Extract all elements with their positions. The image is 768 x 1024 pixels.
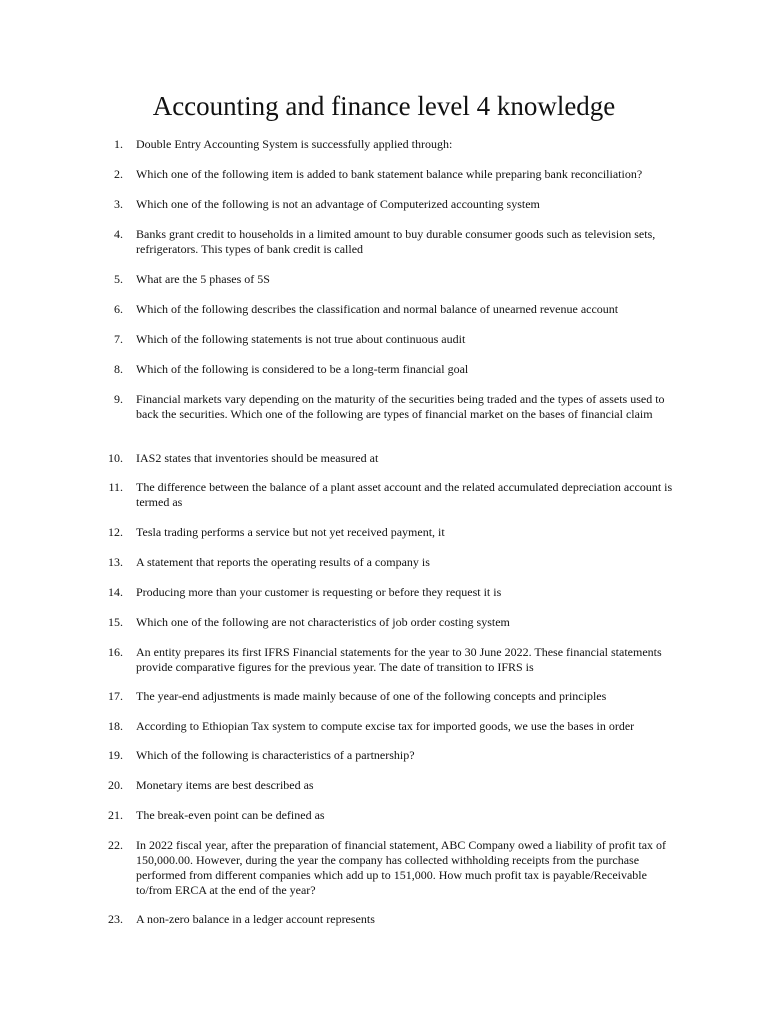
question-number: 2. <box>114 167 123 181</box>
question-text: An entity prepares its first IFRS Financial statements for the year to 30 June 2022. These financial statements provide comparative figures for the previous year. The date of transition to IFRS is <box>136 645 662 674</box>
question-number: 8. <box>114 362 123 376</box>
question-text: Which one of the following is not an advantage of Computerized accounting system <box>136 197 540 211</box>
question-text: Financial markets vary depending on the maturity of the securities being traded and the types of assets used to back the securities. Which one of the following are types of financial market on the bases of financial claim <box>136 392 665 421</box>
question-number: 21. <box>108 808 123 822</box>
question-text: The break-even point can be defined as <box>136 808 325 822</box>
question-text: Monetary items are best described as <box>136 778 314 792</box>
question-text: Banks grant credit to households in a limited amount to buy durable consumer goods such as television sets, refrigerators. This types of bank credit is called <box>136 227 656 256</box>
question-number: 19. <box>108 748 123 762</box>
question-text: Which one of the following item is added to bank statement balance while preparing bank reconciliation? <box>136 167 643 181</box>
document-title: Accounting and finance level 4 knowledge <box>152 91 616 121</box>
question-number: 20. <box>108 778 123 792</box>
question-text: Tesla trading performs a service but not yet received payment, it <box>136 525 445 539</box>
question-number: 17. <box>108 689 123 703</box>
question-number: 1. <box>114 137 123 151</box>
question-number: 23. <box>108 912 123 926</box>
question-text: The difference between the balance of a plant asset account and the related accumulated depreciation account is termed as <box>136 480 673 509</box>
question-number: 3. <box>114 197 123 211</box>
question-text: Which of the following describes the classification and normal balance of unearned revenue account <box>136 302 619 316</box>
question-number: 7. <box>114 332 123 346</box>
question-text: Which of the following is characteristics of a partnership? <box>136 748 415 762</box>
question-text: According to Ethiopian Tax system to compute excise tax for imported goods, we use the bases in order <box>136 719 635 733</box>
question-text: A statement that reports the operating results of a company is <box>136 555 430 569</box>
question-number: 13. <box>108 555 123 569</box>
question-text: Which one of the following are not characteristics of job order costing system <box>136 615 510 629</box>
question-number: 16. <box>108 645 123 659</box>
question-text: Double Entry Accounting System is successfully applied through: <box>136 137 453 151</box>
question-number: 12. <box>108 525 123 539</box>
question-number: 22. <box>108 838 123 852</box>
question-text: IAS2 states that inventories should be measured at <box>136 451 379 465</box>
question-number: 5. <box>114 272 123 286</box>
question-number: 11. <box>108 480 123 494</box>
question-text: Which of the following is considered to be a long-term financial goal <box>136 362 469 376</box>
question-text: A non-zero balance in a ledger account represents <box>136 912 375 926</box>
question-number: 18. <box>108 719 123 733</box>
question-text: The year-end adjustments is made mainly because of one of the following concepts and principles <box>136 689 607 703</box>
question-number: 14. <box>108 585 123 599</box>
question-text: Producing more than your customer is requesting or before they request it is <box>136 585 502 599</box>
question-text: Which of the following statements is not true about continuous audit <box>136 332 466 346</box>
question-number: 15. <box>108 615 123 629</box>
question-number: 9. <box>114 392 123 406</box>
question-text: In 2022 fiscal year, after the preparation of financial statement, ABC Company owed a liability of profit tax of 150,000.00. However, during the year the company has collected withholding receipts from the purchase performed from different companies which add up to 151,000. How much profit tax is payable/Receivable to/from ERCA at the end of the year? <box>136 838 667 897</box>
question-number: 6. <box>114 302 123 316</box>
question-number: 10. <box>108 451 123 465</box>
question-text: What are the 5 phases of 5S <box>136 272 270 286</box>
question-number: 4. <box>114 227 123 241</box>
